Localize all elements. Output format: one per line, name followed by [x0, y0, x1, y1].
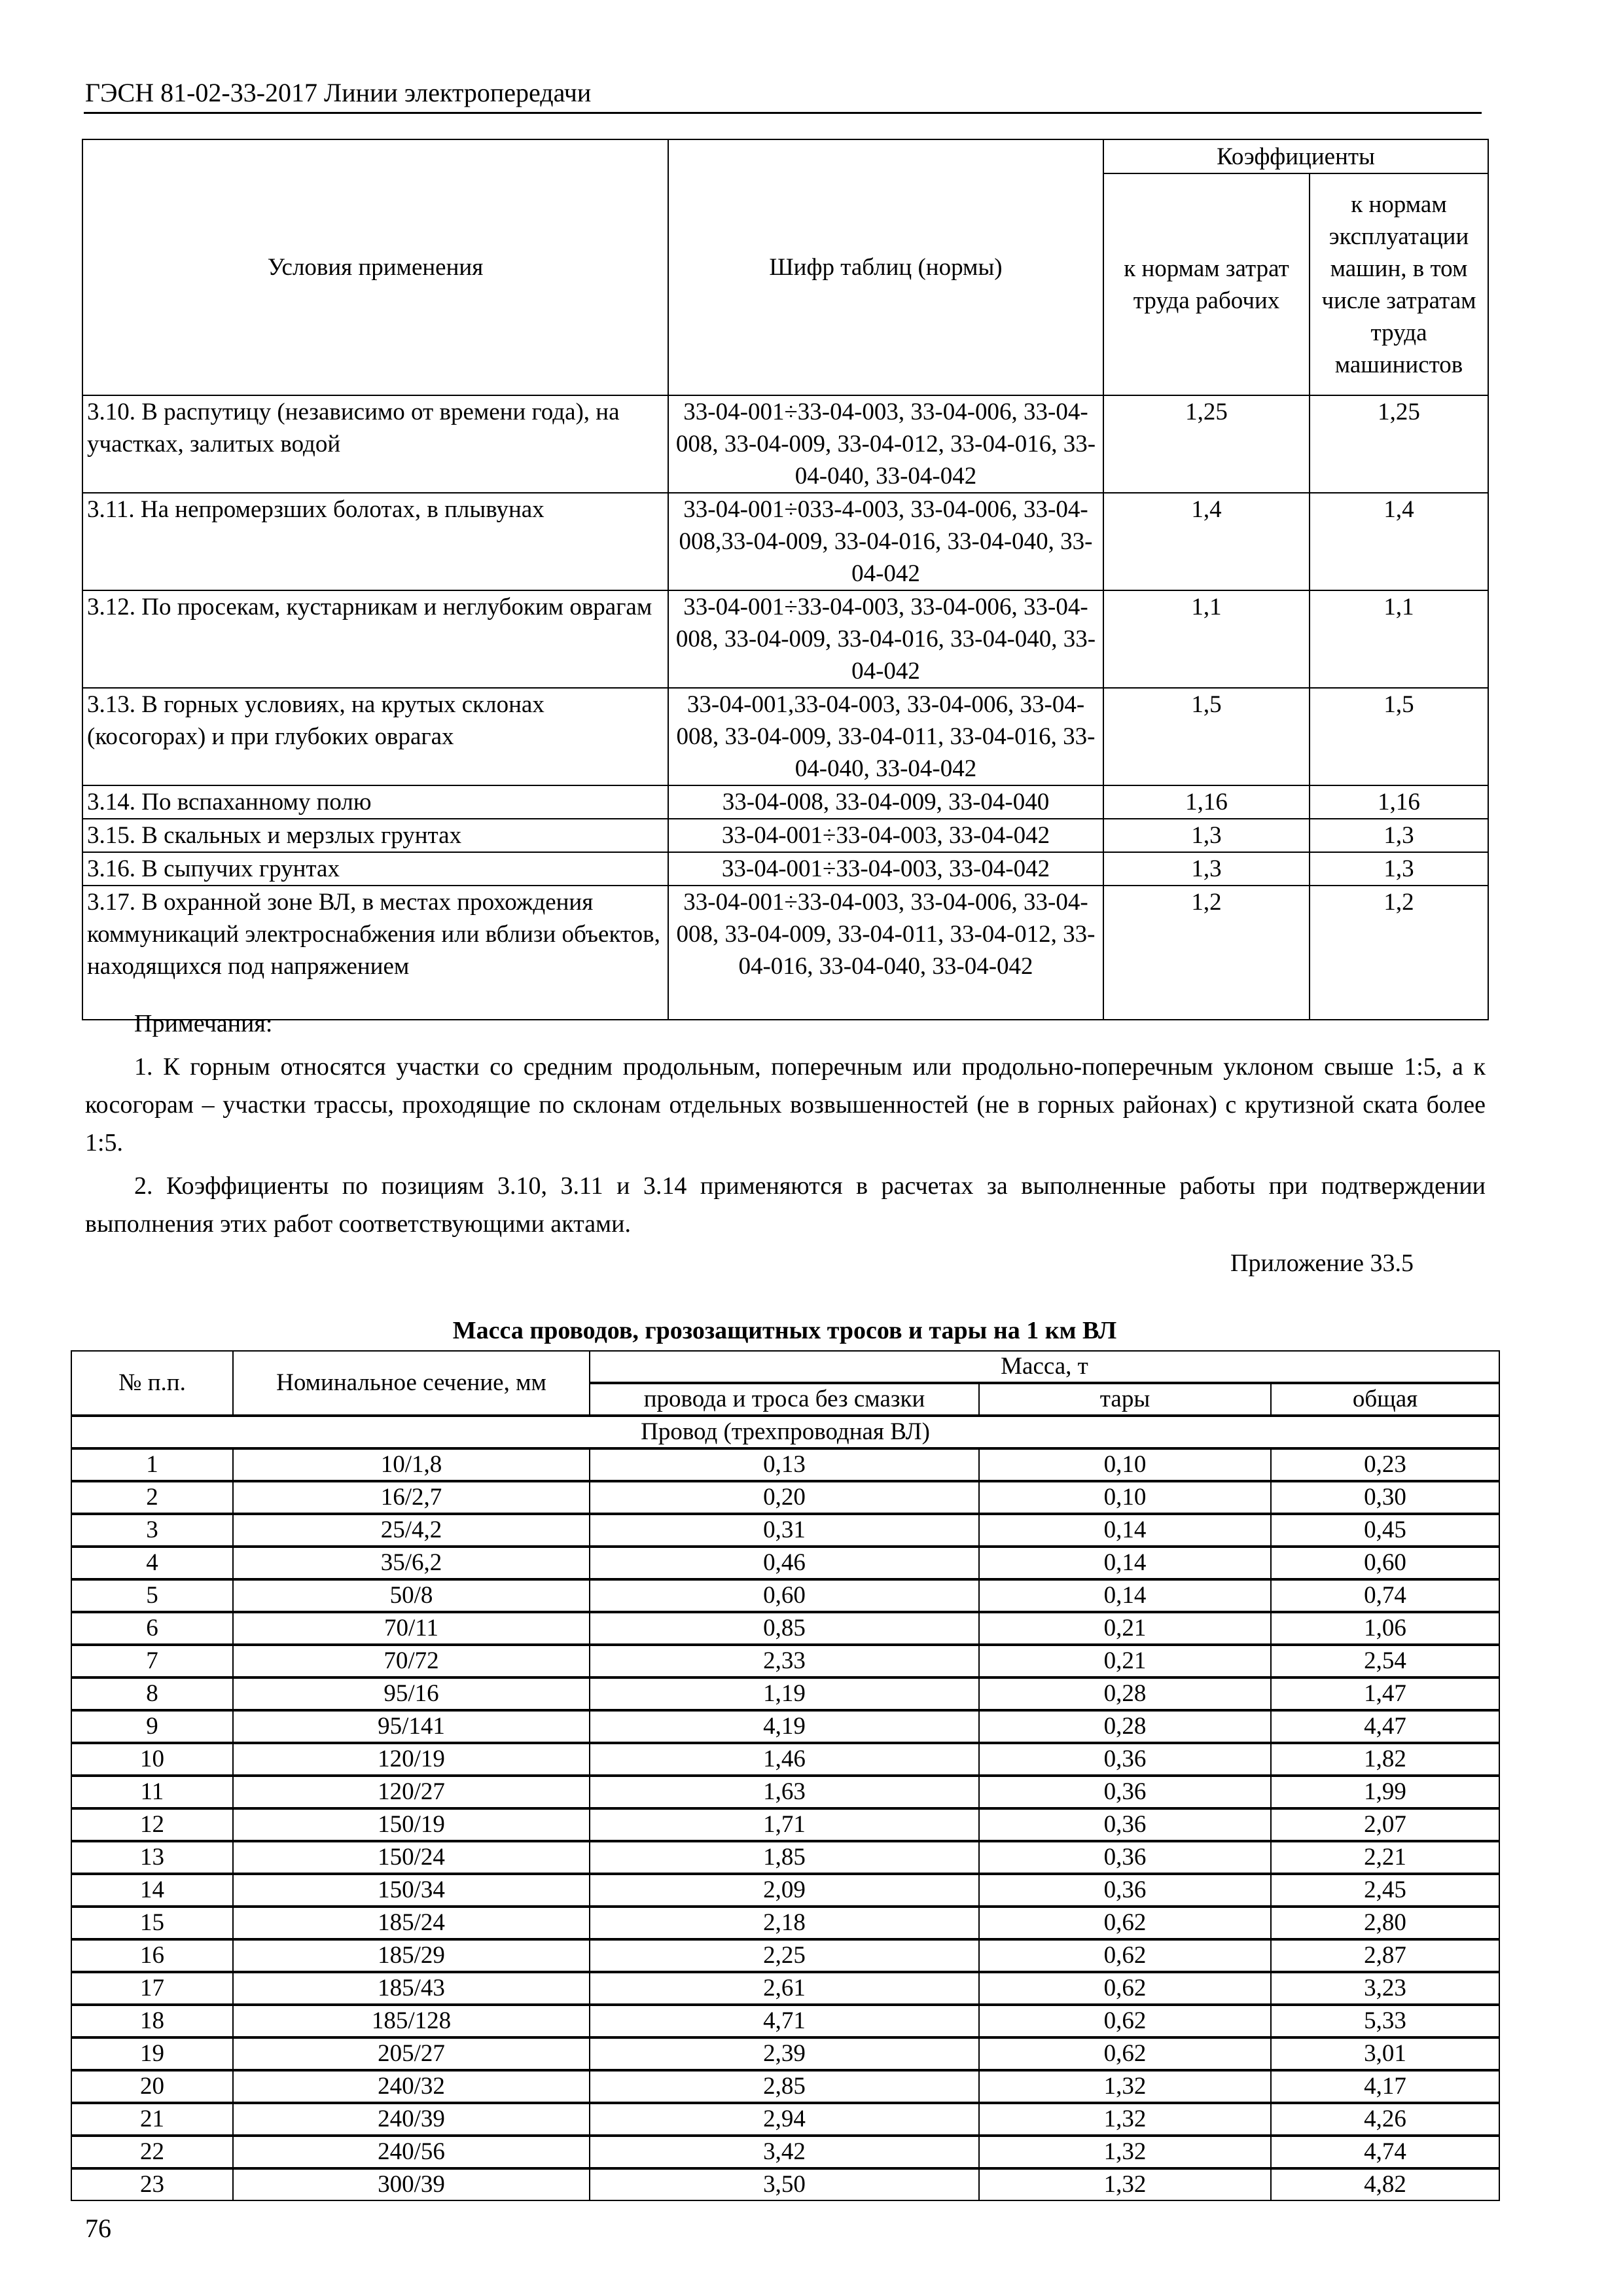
table-row — [71, 1808, 1499, 1841]
tare-mass-cell: 0,14 — [979, 1547, 1271, 1579]
row-number-cell: 23 — [71, 2168, 233, 2200]
section-cell: 240/39 — [233, 2103, 590, 2136]
col-header-num: № п.п. — [71, 1351, 233, 1416]
row-number-cell: 21 — [71, 2103, 233, 2136]
table-row — [71, 2168, 1499, 2200]
tare-mass-cell: 0,62 — [979, 2005, 1271, 2037]
row-number-cell: 2 — [71, 1481, 233, 1514]
row-number-cell: 9 — [71, 1710, 233, 1743]
table-row — [71, 1612, 1499, 1645]
row-number-cell: 12 — [71, 1808, 233, 1841]
code-cell: 33-04-001÷33-04-003, 33-04-006, 33-04-008, 33-04-009, 33-04-012, 33-04-016, 33-04-040, 33-04-042 — [668, 395, 1103, 493]
tare-mass-cell: 0,62 — [979, 2037, 1271, 2070]
condition-cell: 3.17. В охранной зоне ВЛ, в местах прохождения коммуникаций электроснабжения или вблизи объектов, находящихся под напряжением — [82, 886, 668, 1020]
tare-mass-cell: 0,10 — [979, 1448, 1271, 1481]
tare-mass-cell: 0,10 — [979, 1481, 1271, 1514]
col-header-code: Шифр таблиц (нормы) — [668, 139, 1103, 395]
row-number-cell: 1 — [71, 1448, 233, 1481]
wire-mass-cell: 2,25 — [590, 1939, 979, 1972]
row-number-cell: 3 — [71, 1514, 233, 1547]
table-row — [82, 493, 1488, 590]
table-row — [82, 819, 1488, 852]
tare-mass-cell: 0,14 — [979, 1514, 1271, 1547]
coefficients-table — [82, 139, 1489, 1020]
wire-mass-cell: 3,50 — [590, 2168, 979, 2200]
wire-mass-cell: 2,61 — [590, 1972, 979, 2005]
col-header-tare: тары — [979, 1383, 1271, 1416]
wire-mass-cell: 2,09 — [590, 1874, 979, 1907]
row-number-cell: 5 — [71, 1579, 233, 1612]
table-row — [82, 852, 1488, 886]
tare-mass-cell: 0,21 — [979, 1612, 1271, 1645]
section-cell: 35/6,2 — [233, 1547, 590, 1579]
total-mass-cell: 5,33 — [1271, 2005, 1499, 2037]
table-row — [82, 688, 1488, 785]
total-mass-cell: 3,23 — [1271, 1972, 1499, 2005]
mass-table-title: Масса проводов, грозозащитных тросов и тары на 1 км ВЛ — [452, 1317, 1117, 1344]
tare-mass-cell: 0,28 — [979, 1710, 1271, 1743]
total-mass-cell: 4,26 — [1271, 2103, 1499, 2136]
total-mass-cell: 2,80 — [1271, 1907, 1499, 1939]
row-number-cell: 17 — [71, 1972, 233, 2005]
table-row — [71, 1448, 1499, 1481]
table-row — [71, 1841, 1499, 1874]
notes-title: Примечания: — [134, 1010, 273, 1037]
section-cell: 205/27 — [233, 2037, 590, 2070]
labor-coef-cell: 1,2 — [1103, 886, 1310, 1020]
total-mass-cell: 1,06 — [1271, 1612, 1499, 1645]
col-header-conditions: Условия применения — [82, 139, 668, 395]
wire-mass-cell: 4,19 — [590, 1710, 979, 1743]
table-row — [71, 2037, 1499, 2070]
total-mass-cell: 2,07 — [1271, 1808, 1499, 1841]
condition-cell: 3.11. На непромерзших болотах, в плывунах — [82, 493, 668, 590]
tare-mass-cell: 0,36 — [979, 1874, 1271, 1907]
wire-mass-cell: 2,33 — [590, 1645, 979, 1677]
total-mass-cell: 1,99 — [1271, 1776, 1499, 1808]
row-number-cell: 22 — [71, 2136, 233, 2168]
appendix-label: Приложение 33.5 — [1230, 1249, 1414, 1277]
total-mass-cell: 1,47 — [1271, 1677, 1499, 1710]
section-cell: 120/19 — [233, 1743, 590, 1776]
tare-mass-cell: 0,62 — [979, 1939, 1271, 1972]
table-row — [71, 1645, 1499, 1677]
tare-mass-cell: 0,62 — [979, 1907, 1271, 1939]
total-mass-cell: 0,30 — [1271, 1481, 1499, 1514]
machines-coef-cell: 1,4 — [1310, 493, 1488, 590]
section-cell: 95/16 — [233, 1677, 590, 1710]
table-row — [71, 2136, 1499, 2168]
total-mass-cell: 2,21 — [1271, 1841, 1499, 1874]
wire-mass-cell: 2,39 — [590, 2037, 979, 2070]
tare-mass-cell: 0,36 — [979, 1841, 1271, 1874]
total-mass-cell: 0,23 — [1271, 1448, 1499, 1481]
total-mass-cell: 4,47 — [1271, 1710, 1499, 1743]
total-mass-cell: 0,74 — [1271, 1579, 1499, 1612]
labor-coef-cell: 1,25 — [1103, 395, 1310, 493]
wire-mass-cell: 4,71 — [590, 2005, 979, 2037]
section-cell: 150/24 — [233, 1841, 590, 1874]
machines-coef-cell: 1,2 — [1310, 886, 1488, 1020]
wire-mass-cell: 2,85 — [590, 2070, 979, 2103]
row-number-cell: 20 — [71, 2070, 233, 2103]
code-cell: 33-04-001,33-04-003, 33-04-006, 33-04-008, 33-04-009, 33-04-011, 33-04-016, 33-04-040, 33-04-042 — [668, 688, 1103, 785]
col-header-labor: к нормам затрат труда рабочих — [1103, 173, 1310, 395]
section-cell: 185/29 — [233, 1939, 590, 1972]
note-item: 1. К горным относятся участки со средним продольным, поперечным или продольно-поперечным уклоном свыше 1:5, а к косогорам – участки трассы, проходящие по склонам отдельных возвышенностей (не в горных районах) с крутизной ската более 1:5. — [85, 1053, 1486, 1157]
section-cell: 185/128 — [233, 2005, 590, 2037]
section-cell: 70/11 — [233, 1612, 590, 1645]
labor-coef-cell: 1,3 — [1103, 819, 1310, 852]
total-mass-cell: 0,45 — [1271, 1514, 1499, 1547]
col-header-wire: провода и троса без смазки — [590, 1383, 979, 1416]
wire-mass-cell: 2,94 — [590, 2103, 979, 2136]
notes — [85, 1005, 1486, 1243]
tare-mass-cell: 1,32 — [979, 2136, 1271, 2168]
section-cell: 240/32 — [233, 2070, 590, 2103]
table-row — [71, 1514, 1499, 1547]
tare-mass-cell: 1,32 — [979, 2168, 1271, 2200]
code-cell: 33-04-001÷033-4-003, 33-04-006, 33-04-008,33-04-009, 33-04-016, 33-04-040, 33-04-042 — [668, 493, 1103, 590]
table-row — [82, 395, 1488, 493]
condition-cell: 3.13. В горных условиях, на крутых склонах (косогорах) и при глубоких оврагах — [82, 688, 668, 785]
table-row — [71, 1743, 1499, 1776]
row-number-cell: 15 — [71, 1907, 233, 1939]
table-row — [71, 1972, 1499, 2005]
col-header-total: общая — [1271, 1383, 1499, 1416]
wire-mass-cell: 1,85 — [590, 1841, 979, 1874]
labor-coef-cell: 1,4 — [1103, 493, 1310, 590]
wire-mass-cell: 1,71 — [590, 1808, 979, 1841]
row-number-cell: 10 — [71, 1743, 233, 1776]
wire-mass-cell: 0,13 — [590, 1448, 979, 1481]
section-cell: 185/43 — [233, 1972, 590, 2005]
wire-mass-cell: 0,85 — [590, 1612, 979, 1645]
table-row — [71, 1710, 1499, 1743]
condition-cell: 3.16. В сыпучих грунтах — [82, 852, 668, 886]
section-cell: 25/4,2 — [233, 1514, 590, 1547]
tare-mass-cell: 0,36 — [979, 1776, 1271, 1808]
labor-coef-cell: 1,3 — [1103, 852, 1310, 886]
labor-coef-cell: 1,1 — [1103, 590, 1310, 688]
tare-mass-cell: 0,14 — [979, 1579, 1271, 1612]
row-number-cell: 11 — [71, 1776, 233, 1808]
wire-mass-cell: 1,46 — [590, 1743, 979, 1776]
section-cell: 95/141 — [233, 1710, 590, 1743]
col-header-machines: к нормам эксплуатации машин, в том числе затратам труда машинистов — [1310, 173, 1488, 395]
row-number-cell: 19 — [71, 2037, 233, 2070]
section-cell: 185/24 — [233, 1907, 590, 1939]
section-cell: 300/39 — [233, 2168, 590, 2200]
note-item: 2. Коэффициенты по позициям 3.10, 3.11 и 3.14 применяются в расчетах за выполненные работы при подтверждении выполнения этих работ соответствующими актами. — [85, 1172, 1486, 1238]
row-number-cell: 6 — [71, 1612, 233, 1645]
wire-mass-cell: 0,46 — [590, 1547, 979, 1579]
section-cell: 120/27 — [233, 1776, 590, 1808]
section-cell: 10/1,8 — [233, 1448, 590, 1481]
total-mass-cell: 4,74 — [1271, 2136, 1499, 2168]
col-header-coefficients: Коэффициенты — [1103, 139, 1488, 173]
section-label: Провод (трехпроводная ВЛ) — [71, 1416, 1499, 1448]
condition-cell: 3.10. В распутицу (независимо от времени года), на участках, залитых водой — [82, 395, 668, 493]
row-number-cell: 16 — [71, 1939, 233, 1972]
section-cell: 240/56 — [233, 2136, 590, 2168]
row-number-cell: 14 — [71, 1874, 233, 1907]
labor-coef-cell: 1,5 — [1103, 688, 1310, 785]
row-number-cell: 18 — [71, 2005, 233, 2037]
table-row — [71, 1579, 1499, 1612]
table-row — [82, 886, 1488, 1020]
table-row — [71, 1547, 1499, 1579]
total-mass-cell: 2,45 — [1271, 1874, 1499, 1907]
mass-table — [71, 1350, 1500, 2201]
row-number-cell: 8 — [71, 1677, 233, 1710]
section-cell: 70/72 — [233, 1645, 590, 1677]
section-cell: 150/34 — [233, 1874, 590, 1907]
wire-mass-cell: 1,63 — [590, 1776, 979, 1808]
table-row — [71, 1677, 1499, 1710]
code-cell: 33-04-001÷33-04-003, 33-04-006, 33-04-008, 33-04-009, 33-04-016, 33-04-040, 33-04-042 — [668, 590, 1103, 688]
machines-coef-cell: 1,3 — [1310, 819, 1488, 852]
wire-mass-cell: 1,19 — [590, 1677, 979, 1710]
code-cell: 33-04-001÷33-04-003, 33-04-042 — [668, 819, 1103, 852]
row-number-cell: 13 — [71, 1841, 233, 1874]
machines-coef-cell: 1,25 — [1310, 395, 1488, 493]
tare-mass-cell: 0,28 — [979, 1677, 1271, 1710]
total-mass-cell: 0,60 — [1271, 1547, 1499, 1579]
machines-coef-cell: 1,3 — [1310, 852, 1488, 886]
section-cell: 50/8 — [233, 1579, 590, 1612]
tare-mass-cell: 0,36 — [979, 1808, 1271, 1841]
running-header: ГЭСН 81-02-33-2017 Линии электропередачи — [85, 78, 592, 107]
tare-mass-cell: 0,36 — [979, 1743, 1271, 1776]
page-number: 76 — [85, 2214, 111, 2243]
total-mass-cell: 4,17 — [1271, 2070, 1499, 2103]
table-row — [71, 1907, 1499, 1939]
col-header-section: Номинальное сечение, мм — [233, 1351, 590, 1416]
table-row — [71, 2070, 1499, 2103]
labor-coef-cell: 1,16 — [1103, 785, 1310, 819]
table-row — [71, 1776, 1499, 1808]
wire-mass-cell: 0,60 — [590, 1579, 979, 1612]
condition-cell: 3.14. По вспаханному полю — [82, 785, 668, 819]
col-header-mass: Масса, т — [590, 1351, 1499, 1383]
wire-mass-cell: 3,42 — [590, 2136, 979, 2168]
row-number-cell: 7 — [71, 1645, 233, 1677]
code-cell: 33-04-001÷33-04-003, 33-04-042 — [668, 852, 1103, 886]
table-row — [71, 1481, 1499, 1514]
machines-coef-cell: 1,5 — [1310, 688, 1488, 785]
total-mass-cell: 2,54 — [1271, 1645, 1499, 1677]
wire-mass-cell: 2,18 — [590, 1907, 979, 1939]
total-mass-cell: 1,82 — [1271, 1743, 1499, 1776]
tare-mass-cell: 1,32 — [979, 2103, 1271, 2136]
table-row — [82, 590, 1488, 688]
code-cell: 33-04-008, 33-04-009, 33-04-040 — [668, 785, 1103, 819]
table-row — [82, 785, 1488, 819]
total-mass-cell: 2,87 — [1271, 1939, 1499, 1972]
condition-cell: 3.15. В скальных и мерзлых грунтах — [82, 819, 668, 852]
header-rule — [84, 112, 1482, 114]
row-number-cell: 4 — [71, 1547, 233, 1579]
wire-mass-cell: 0,31 — [590, 1514, 979, 1547]
table-row — [71, 2103, 1499, 2136]
total-mass-cell: 4,82 — [1271, 2168, 1499, 2200]
section-cell: 150/19 — [233, 1808, 590, 1841]
condition-cell: 3.12. По просекам, кустарникам и неглубоким оврагам — [82, 590, 668, 688]
tare-mass-cell: 0,21 — [979, 1645, 1271, 1677]
table-row — [71, 2005, 1499, 2037]
table-row — [71, 1939, 1499, 1972]
table-row — [71, 1874, 1499, 1907]
tare-mass-cell: 0,62 — [979, 1972, 1271, 2005]
machines-coef-cell: 1,16 — [1310, 785, 1488, 819]
wire-mass-cell: 0,20 — [590, 1481, 979, 1514]
total-mass-cell: 3,01 — [1271, 2037, 1499, 2070]
tare-mass-cell: 1,32 — [979, 2070, 1271, 2103]
section-cell: 16/2,7 — [233, 1481, 590, 1514]
code-cell: 33-04-001÷33-04-003, 33-04-006, 33-04-008, 33-04-009, 33-04-011, 33-04-012, 33-04-016, 33-04-040, 33-04-042 — [668, 886, 1103, 1020]
machines-coef-cell: 1,1 — [1310, 590, 1488, 688]
